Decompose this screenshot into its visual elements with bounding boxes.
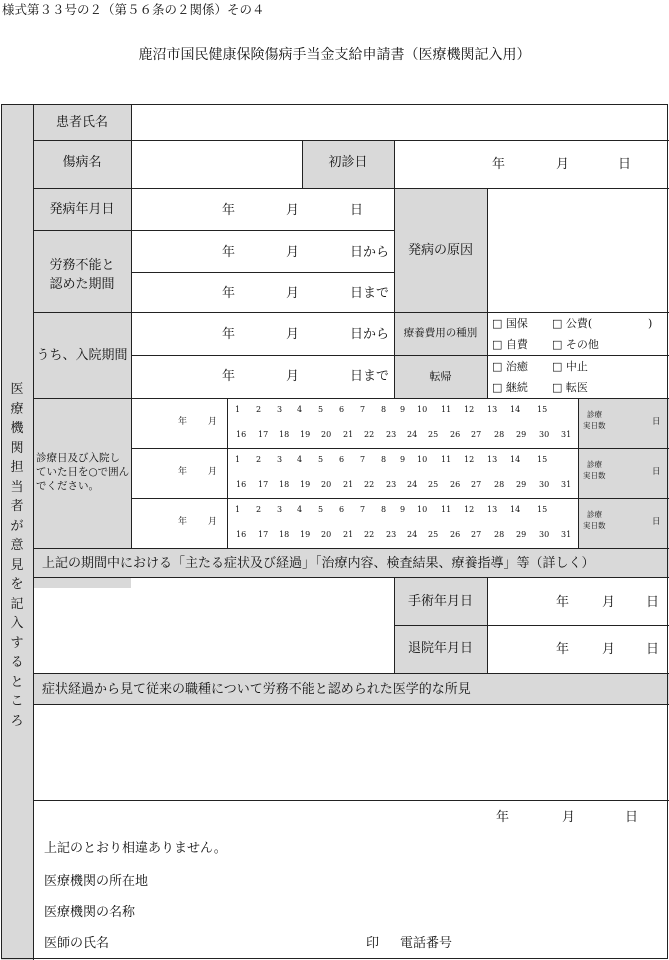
outcome-label: 転帰 [429,370,452,383]
form-number: 様式第３３号の２（第５６条の２関係）その４ [2,2,265,17]
cert-day: 日 [625,810,639,825]
day-number[interactable]: 22 [364,480,375,489]
day-number[interactable]: 9 [400,455,406,464]
day-number[interactable]: 21 [343,430,354,439]
cost-kouhi-close: ) [648,317,653,330]
cost-other-checkbox[interactable]: □ その他 [552,338,599,351]
day-number[interactable]: 30 [539,480,550,489]
course-header: 上記の期間中における「主たる症状及び経過」「治療内容、検査結果、療養指導」等（詳しく） [42,556,595,571]
days-count-label: 実日数 [583,421,606,430]
day-number[interactable]: 2 [256,405,262,414]
cal-year-unit: 年 [178,517,188,527]
day-number[interactable]: 3 [277,505,283,514]
phone-label: 電話番号 [400,936,453,951]
cal-month-unit: 月 [208,467,218,477]
day-number[interactable]: 9 [400,405,406,414]
day-number[interactable]: 16 [236,430,247,439]
day-number[interactable]: 23 [386,430,397,439]
day-number[interactable]: 18 [279,530,290,539]
certify-text: 上記のとおり相違ありません。 [44,841,227,856]
day-number[interactable]: 31 [561,480,572,489]
hosp-to-month: 月 [286,369,300,384]
day-number[interactable]: 15 [537,405,548,414]
day-number[interactable]: 31 [561,430,572,439]
day-number[interactable]: 12 [464,505,475,514]
day-number[interactable]: 23 [386,530,397,539]
cost-kouhi-checkbox[interactable]: □ 公費( [552,317,593,330]
doctor-name-label: 医師の氏名 [44,936,110,951]
day-number[interactable]: 5 [318,405,324,414]
day-number[interactable]: 29 [516,530,527,539]
day-number[interactable]: 27 [471,430,482,439]
onset-cause-field[interactable] [488,189,668,312]
day-number[interactable]: 14 [510,405,521,414]
first-visit-month: 月 [556,157,570,172]
day-number[interactable]: 8 [381,505,387,514]
outcome-stopped-checkbox[interactable]: □ 中止 [552,360,588,373]
findings-header: 症状経過から見て従来の職種について労務不能と認められた医学的な所見 [42,682,471,697]
day-number[interactable]: 9 [400,505,406,514]
discharge-year: 年 [556,642,570,657]
day-number[interactable]: 26 [450,480,461,489]
day-number[interactable]: 19 [300,430,311,439]
day-number[interactable]: 14 [510,505,521,514]
day-number[interactable]: 26 [450,530,461,539]
day-number[interactable]: 25 [428,530,439,539]
day-number[interactable]: 14 [510,455,521,464]
day-number[interactable]: 3 [277,405,283,414]
hosp-from-month: 月 [286,327,300,342]
disease-name-label: 傷病名 [62,155,102,170]
disease-name-field[interactable] [132,141,302,188]
days-count-label: 実日数 [583,471,606,480]
incapacity-from-year: 年 [222,245,236,260]
cal-month-unit: 月 [208,517,218,527]
incapacity-to-month: 月 [286,286,300,301]
day-number[interactable]: 24 [407,530,418,539]
day-number[interactable]: 11 [441,455,452,464]
work-incapacity-label: 労務不能と 認めた期間 [49,258,115,292]
incapacity-from-month: 月 [286,245,300,260]
day-number[interactable]: 2 [256,505,262,514]
day-number[interactable]: 19 [300,480,311,489]
outcome-continued-checkbox[interactable]: □ 継続 [492,381,528,394]
day-number[interactable]: 16 [236,480,247,489]
incapacity-to-day: 日まで [350,286,390,301]
day-number[interactable]: 7 [360,405,366,414]
day-number[interactable]: 10 [417,505,428,514]
hosp-from-day: 日から [350,327,390,342]
patient-name-field[interactable] [132,105,668,140]
day-number[interactable]: 25 [428,430,439,439]
cost-jihi-checkbox[interactable]: □ 自費 [492,338,528,351]
day-number[interactable]: 27 [471,530,482,539]
day-number[interactable]: 1 [235,455,241,464]
day-number[interactable]: 31 [561,530,572,539]
day-number[interactable]: 17 [258,430,269,439]
surgery-day: 日 [646,595,660,610]
day-number[interactable]: 21 [343,530,354,539]
day-number[interactable]: 17 [258,530,269,539]
course-field[interactable] [34,578,394,673]
outcome-cured-checkbox[interactable]: □ 治癒 [492,360,528,373]
day-number[interactable]: 30 [539,430,550,439]
day-number[interactable]: 8 [381,405,387,414]
day-number[interactable]: 11 [441,505,452,514]
day-number[interactable]: 20 [321,430,332,439]
day-number[interactable]: 7 [360,505,366,514]
day-number[interactable]: 11 [441,405,452,414]
day-number[interactable]: 15 [537,505,548,514]
side-label: 医療機関担当者が意見を記入するところ [10,382,24,729]
day-number[interactable]: 13 [487,455,498,464]
day-number[interactable]: 6 [339,505,345,514]
day-number[interactable]: 4 [297,455,303,464]
day-number[interactable]: 22 [364,530,375,539]
day-number[interactable]: 28 [494,430,505,439]
discharge-month: 月 [602,642,616,657]
day-number[interactable]: 1 [235,505,241,514]
institution-address-label: 医療機関の所在地 [44,874,149,889]
cal-year-unit: 年 [178,467,188,477]
day-number[interactable]: 4 [297,405,303,414]
day-number[interactable]: 16 [236,530,247,539]
day-number[interactable]: 8 [381,455,387,464]
day-number[interactable]: 3 [277,455,283,464]
day-number[interactable]: 20 [321,480,332,489]
day-number[interactable]: 20 [321,530,332,539]
day-number[interactable]: 2 [256,455,262,464]
cal-year-unit: 年 [178,417,188,427]
day-number[interactable]: 4 [297,505,303,514]
onset-year: 年 [222,203,236,218]
patient-name-label: 患者氏名 [55,115,108,130]
incapacity-from-day: 日から [350,245,390,260]
day-number[interactable]: 18 [279,480,290,489]
day-number[interactable]: 10 [417,455,428,464]
cert-month: 月 [562,810,576,825]
cal-month-unit: 月 [208,417,218,427]
surgery-year: 年 [556,595,570,610]
day-number[interactable]: 12 [464,455,475,464]
onset-day: 日 [350,203,364,218]
day-number[interactable]: 10 [417,405,428,414]
discharge-date-label: 退院年月日 [407,641,473,656]
day-number[interactable]: 13 [487,505,498,514]
first-visit-label: 初診日 [328,155,368,170]
surgery-month: 月 [602,595,616,610]
days-count-label: 診療 [587,510,602,519]
onset-cause-label: 発病の原因 [407,243,473,258]
day-number[interactable]: 6 [339,405,345,414]
hosp-to-year: 年 [222,369,236,384]
day-number[interactable]: 28 [494,480,505,489]
day-number[interactable]: 22 [364,430,375,439]
day-number[interactable]: 29 [516,430,527,439]
hosp-from-year: 年 [222,327,236,342]
cost-kokuho-checkbox[interactable]: □ 国保 [492,317,528,330]
surgery-date-label: 手術年月日 [407,594,473,609]
days-count-unit: 日 [652,517,661,527]
days-count-unit: 日 [652,417,661,427]
days-count-label: 実日数 [583,521,606,530]
cost-type-label: 療養費用の種別 [403,327,478,339]
outcome-transfer-checkbox[interactable]: □ 転医 [552,381,588,394]
days-count-unit: 日 [652,467,661,477]
day-number[interactable]: 7 [360,455,366,464]
day-number[interactable]: 13 [487,405,498,414]
discharge-day: 日 [646,642,660,657]
day-number[interactable]: 21 [343,480,354,489]
hosp-to-day: 日まで [350,369,390,384]
day-number[interactable]: 27 [471,480,482,489]
visit-days-label: 診療日及び入院していた日を○で囲んでください。 [36,452,130,492]
day-number[interactable]: 25 [428,480,439,489]
days-count-label: 診療 [587,460,602,469]
day-number[interactable]: 6 [339,455,345,464]
first-visit-day: 日 [618,157,632,172]
days-count-label: 診療 [587,410,602,419]
day-number[interactable]: 18 [279,430,290,439]
day-number[interactable]: 5 [318,505,324,514]
day-number[interactable]: 29 [516,480,527,489]
day-number[interactable]: 12 [464,405,475,414]
day-number[interactable]: 24 [407,430,418,439]
day-number[interactable]: 23 [386,480,397,489]
first-visit-year: 年 [492,157,506,172]
onset-month: 月 [286,203,300,218]
day-number[interactable]: 28 [494,530,505,539]
onset-date-label: 発病年月日 [49,202,115,217]
institution-name-label: 医療機関の名称 [44,905,136,920]
day-number[interactable]: 26 [450,430,461,439]
findings-field[interactable] [34,705,668,800]
form-title: 鹿沼市国民健康保険傷病手当金支給申請書（医療機関記入用） [138,47,531,63]
incapacity-to-year: 年 [222,286,236,301]
day-number[interactable]: 30 [539,530,550,539]
day-number[interactable]: 15 [537,455,548,464]
day-number[interactable]: 24 [407,480,418,489]
day-number[interactable]: 17 [258,480,269,489]
hospitalization-label: うち、入院期間 [36,348,128,363]
cert-year: 年 [496,810,510,825]
day-number[interactable]: 1 [235,405,241,414]
day-number[interactable]: 5 [318,455,324,464]
seal-mark: 印 [366,936,380,951]
day-number[interactable]: 19 [300,530,311,539]
